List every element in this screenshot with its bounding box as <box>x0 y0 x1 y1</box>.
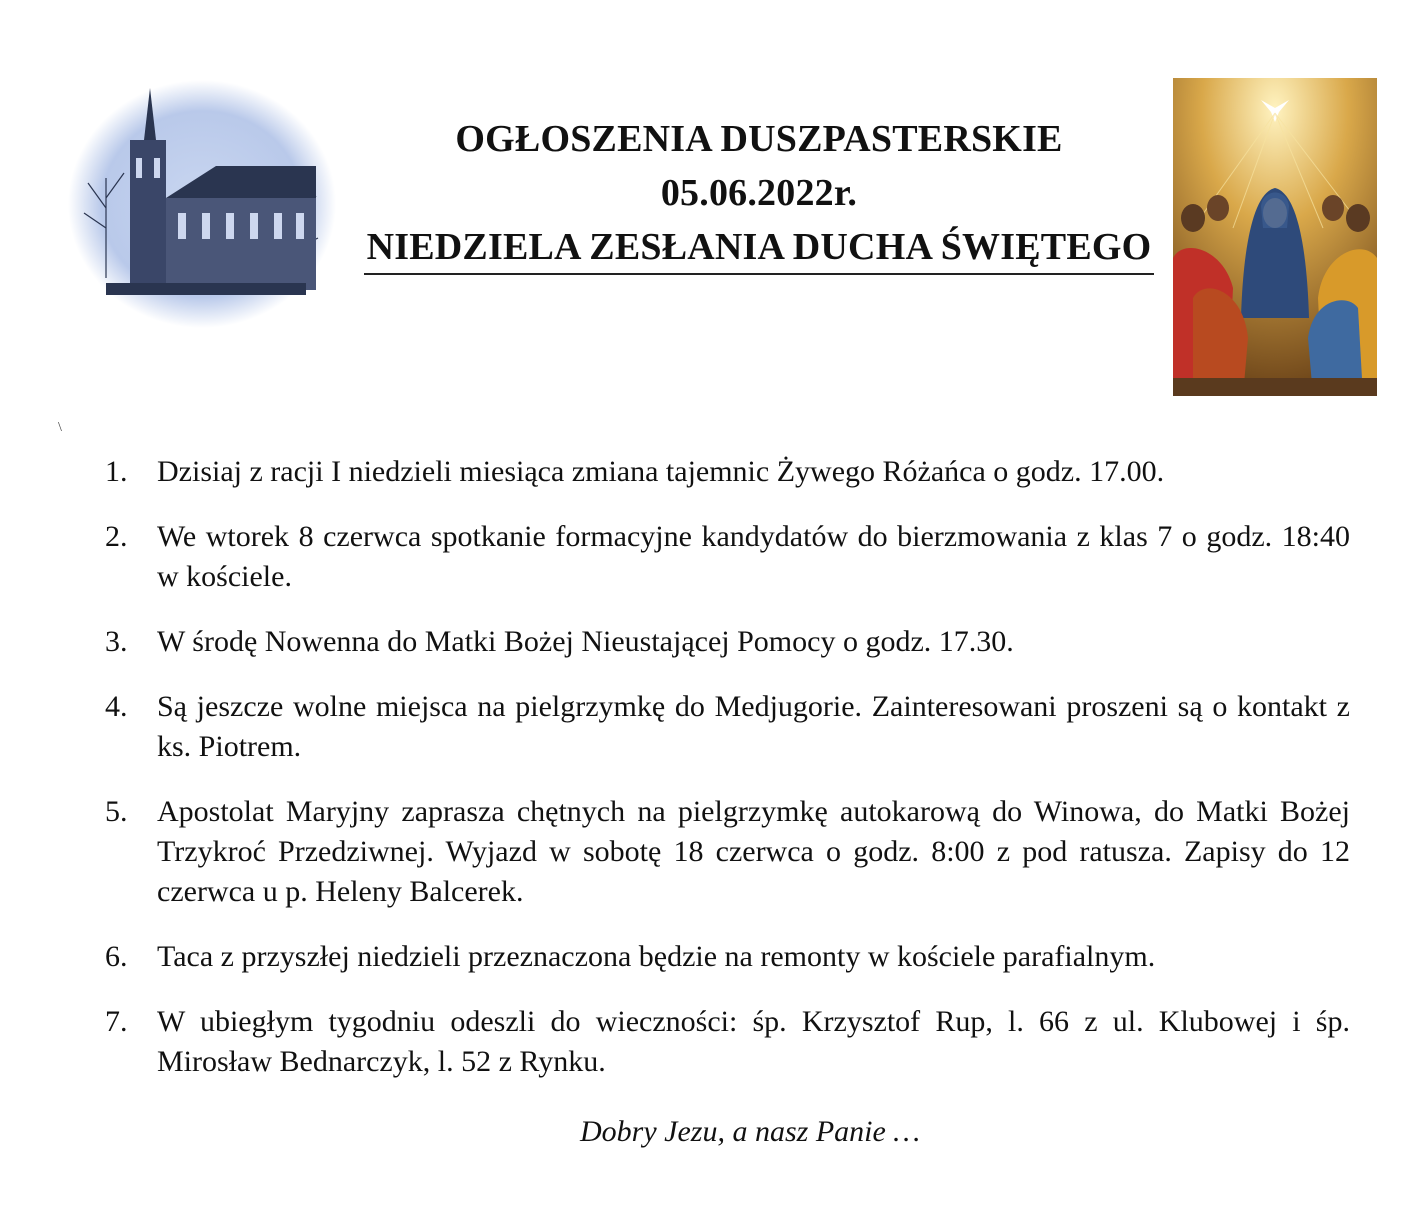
item-number: 5. <box>105 795 128 828</box>
list-item <box>105 687 1350 767</box>
item-text: We wtorek 8 czerwca spotkanie formacyjne kandydatów do bierzmowania z klas 7 o godz. 18:40 w kościele. <box>157 520 1350 593</box>
item-number: 1. <box>105 455 128 488</box>
title-date: 05.06.2022r. <box>660 172 858 214</box>
item-text: W środę Nowenna do Matki Bożej Nieustającej Pomocy o godz. 17.30. <box>157 625 1014 658</box>
list-item <box>105 452 1350 492</box>
page-title <box>364 112 1154 274</box>
item-text: Apostolat Maryjny zaprasza chętnych na pielgrzymkę autokarową do Winowa, do Matki Bożej Trzykroć Przedziwnej. Wyjazd w sobotę 18 czerwca o godz. 8:00 z pod ratusza. Zapisy do 12 czerwca u p. Heleny Balcerek. <box>157 795 1350 908</box>
closing-prayer: Dobry Jezu, a nasz Panie … <box>580 1115 920 1148</box>
item-number: 2. <box>105 520 128 553</box>
list-item <box>105 792 1350 912</box>
stray-mark: \ <box>58 420 62 435</box>
item-number: 6. <box>105 940 128 973</box>
list-item <box>105 937 1350 977</box>
header-divider <box>364 273 1154 275</box>
church-logo <box>66 78 338 330</box>
announcements-list <box>105 452 1350 1107</box>
pentecost-image <box>1173 78 1377 396</box>
list-item <box>105 1002 1350 1082</box>
list-item <box>105 517 1350 597</box>
list-item <box>105 622 1350 662</box>
church-drawing-icon <box>66 78 338 330</box>
title-line-3: NIEDZIELA ZESŁANIA DUCHA ŚWIĘTEGO <box>366 226 1152 268</box>
title-line-1: OGŁOSZENIA DUSZPASTERSKIE <box>455 118 1063 160</box>
pentecost-icon <box>1173 78 1377 396</box>
item-text: Dzisiaj z racji I niedzieli miesiąca zmiana tajemnic Żywego Różańca o godz. 17.00. <box>157 455 1165 488</box>
item-number: 7. <box>105 1005 128 1038</box>
item-number: 4. <box>105 690 128 723</box>
item-text: W ubiegłym tygodniu odeszli do wieczności: śp. Krzysztof Rup, l. 66 z ul. Klubowej i śp. Mirosław Bednarczyk, l. 52 z Rynku. <box>157 1005 1350 1078</box>
item-text: Taca z przyszłej niedzieli przeznaczona będzie na remonty w kościele parafialnym. <box>157 940 1156 973</box>
item-number: 3. <box>105 625 128 658</box>
item-text: Są jeszcze wolne miejsca na pielgrzymkę do Medjugorie. Zainteresowani proszeni są o kontakt z ks. Piotrem. <box>157 690 1350 763</box>
